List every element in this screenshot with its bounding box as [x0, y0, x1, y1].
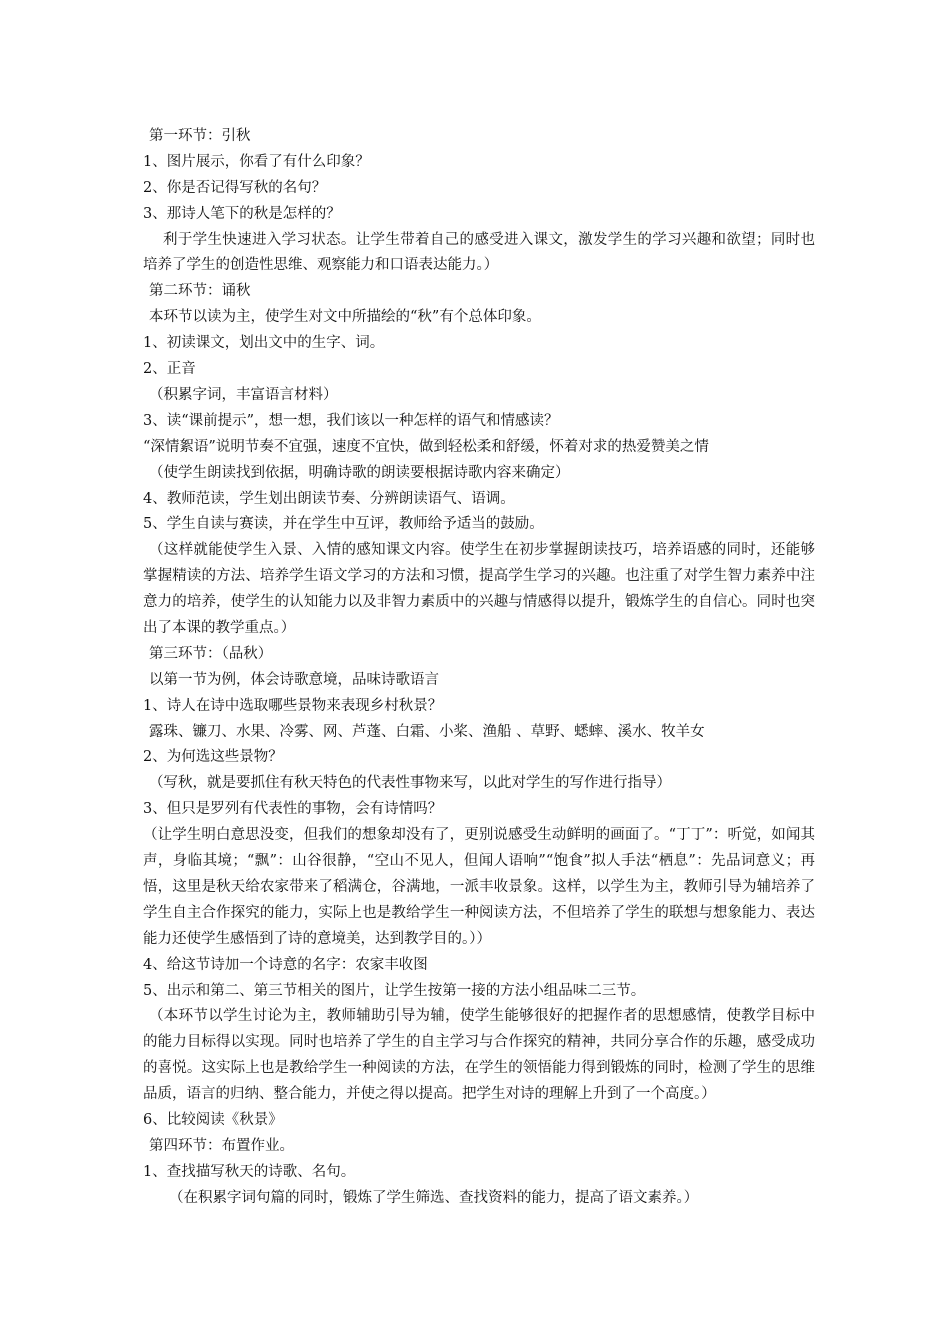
paragraph-note: （积累字词，丰富语言材料）: [149, 386, 338, 403]
section-heading-3: 第三环节：（品秋）: [149, 645, 273, 662]
paragraph-intro: 本环节以读为主，使学生对文中所描绘的“秋”有个总体印象。: [149, 309, 541, 326]
list-item: 4、给这节诗加一个诗意的名字：农家丰收图: [143, 956, 428, 973]
list-item: 3、但只是罗列有代表性的事物，会有诗情吗？: [143, 801, 443, 818]
paragraph-quote: “深情絮语”说明节奏不宜强，速度不宜快，做到轻松柔和舒缓，怀着对求的热爱赞美之情: [143, 438, 709, 455]
list-item: 1、图片展示，你看了有什么印象？: [143, 153, 370, 170]
list-item: 3、读“课前提示”，想一想，我们该以一种怎样的语气和情感读？: [143, 412, 559, 429]
list-item: 1、查找描写秋天的诗歌、名句。: [143, 1163, 356, 1180]
paragraph-note: （使学生朗读找到依据，明确诗歌的朗读要根据诗歌内容来确定）: [149, 464, 570, 481]
paragraph-note: （这样就能使学生入景、入情的感知课文内容。使学生在初步掌握朗读技巧，培养语感的同时，还能够掌握精读的方法、培养学生语文学习的方法和习惯，提高学生学习的兴趣。也注重了对学生智力素养中注意力的培养，使学生的认知能力以及非智力素质中的兴趣与情感得以提升，锻炼学生的自信心。同时也突出了本课的教学重点。）: [143, 542, 815, 636]
list-item: 5、学生自读与赛读，并在学生中互评，教师给予适当的鼓励。: [143, 516, 544, 533]
section-heading-1: 第一环节：引秋: [149, 128, 251, 144]
list-item: 2、为何选这些景物？: [143, 749, 283, 766]
list-item: 6、比较阅读《秋景》: [143, 1112, 283, 1129]
paragraph-note: （让学生明白意思没变，但我们的想象却没有了，更别说感受生动鲜明的画面了。“丁丁”：听觉，如闻其声，身临其境；“飘”：山谷很静，“空山不见人，但闻人语响”“饱食”拟人手法“栖息”：先品词意义；再悟，这里是秋天给农家带来了稻满仓，谷满地，一派丰收景象。这样，以学生为主，教师引导为辅培养了学生自主合作探究的能力，实际上也是教给学生一种阅读方法，不但培养了学生的联想与想象能力、表达能力还使学生感悟到了诗的意境美，达到教学目的。））: [143, 827, 815, 947]
list-item: 2、正音: [143, 361, 196, 378]
paragraph-note: （在积累字词句篇的同时，锻炼了学生筛选、查找资料的能力，提高了语文素养。）: [169, 1189, 699, 1206]
list-item: 1、初读课文，划出文中的生字、词。: [143, 335, 385, 352]
list-item: 1、诗人在诗中选取哪些景物来表现乡村秋景？: [143, 697, 443, 714]
document-body: [143, 124, 815, 1212]
list-item: 2、你是否记得写秋的名句？: [143, 179, 327, 196]
section-heading-2: 第二环节：诵秋: [149, 283, 251, 300]
paragraph-answer: 露珠、镰刀、水果、冷雾、网、芦蓬、白霜、小桨、渔船 、草野、蟋蟀、溪水、牧羊女: [149, 723, 705, 740]
paragraph-note: （写秋，就是要抓住有秋天特色的代表性事物来写，以此对学生的写作进行指导）: [149, 775, 671, 792]
list-item: 4、教师范读，学生划出朗读节奏、分辨朗读语气、语调。: [143, 490, 515, 507]
list-item: 5、出示和第二、第三节相关的图片，让学生按第一接的方法小组品味二三节。: [143, 982, 646, 999]
paragraph-note: 利于学生快速进入学习状态。让学生带着自己的感受进入课文，激发学生的学习兴趣和欲望；同时也培养了学生的创造性思维、观察能力和口语表达能力。）: [143, 231, 815, 274]
paragraph-note: （本环节以学生讨论为主，教师辅助引导为辅，使学生能够很好的把握作者的思想感情，使教学目标中的能力目标得以实现。同时也培养了学生的自主学习与合作探究的精神，共同分享合作的乐趣，感受成功的喜悦。这实际上也是教给学生一种阅读的方法，在学生的领悟能力得到锻炼的同时，检测了学生的思维品质，语言的归纳、整合能力，并使之得以提高。把学生对诗的理解上升到了一个高度。）: [143, 1008, 815, 1103]
paragraph-intro: 以第一节为例，体会诗歌意境，品味诗歌语言: [149, 671, 439, 688]
section-heading-4: 第四环节：布置作业。: [149, 1137, 294, 1154]
list-item: 3、那诗人笔下的秋是怎样的？: [143, 205, 341, 222]
